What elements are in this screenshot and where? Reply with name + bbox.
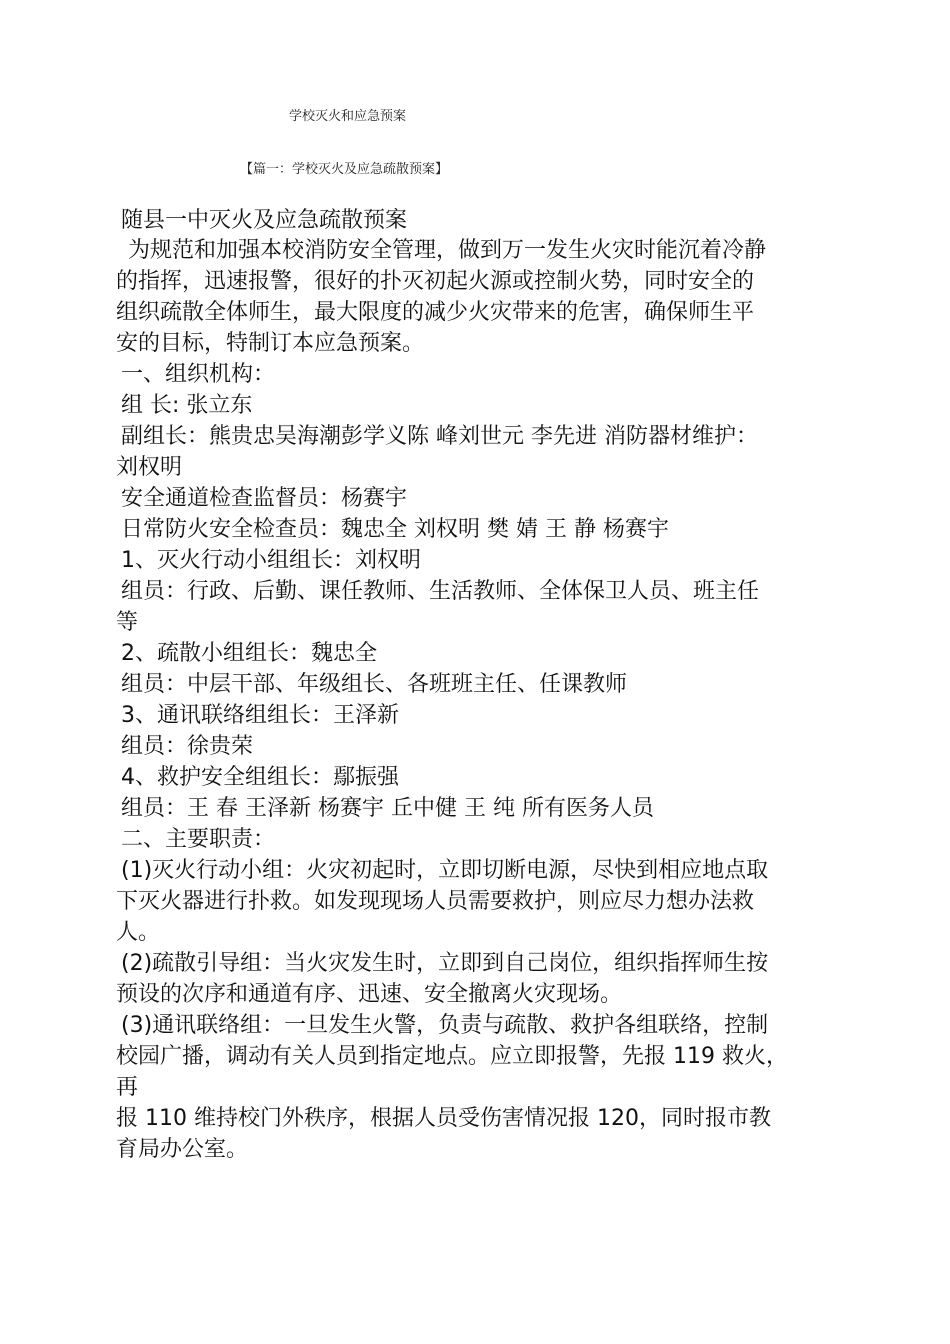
paragraph-line: 预设的次序和通道有序、迅速、安全撤离火灾现场。 <box>116 982 623 1007</box>
paragraph-line: 3、通讯联络组组长：王泽新 <box>121 703 399 728</box>
paragraph-line: 育局办公室。 <box>116 1137 249 1162</box>
paragraph-line: (2)疏散引导组：当火灾发生时，立即到自己岗位，组织指挥师生按 <box>121 951 769 976</box>
paragraph-line: 4、救护安全组组长：鄢振强 <box>121 765 399 790</box>
paragraph-line: 组员：徐贵荣 <box>121 734 254 759</box>
paragraph-line: 组织疏散全体师生，最大限度的减少火灾带来的危害，确保师生平 <box>116 300 755 325</box>
section-heading: 一、组织机构： <box>121 362 276 387</box>
paragraph-line: 组 长: 张立东 <box>121 393 253 418</box>
paragraph-line: 日常防火安全检查员：魏忠全 刘权明 樊 婧 王 静 杨赛宇 <box>121 517 669 542</box>
section-subheader: 【篇一：学校灭火及应急疏散预案】 <box>240 162 449 177</box>
paragraph-line: 报 110 维持校门外秩序，根据人员受伤害情况报 120，同时报市教 <box>116 1106 771 1131</box>
section-heading: 二、主要职责： <box>121 827 276 852</box>
page-header-title: 学校灭火和应急预案 <box>289 109 407 124</box>
paragraph-line: 2、疏散小组组长：魏忠全 <box>121 641 377 666</box>
paragraph-line: 刘权明 <box>116 455 183 480</box>
paragraph-line: (3)通讯联络组：一旦发生火警，负责与疏散、救护各组联络，控制 <box>121 1013 769 1038</box>
paragraph-line: 组员：行政、后勤、课任教师、生活教师、全体保卫人员、班主任 <box>121 579 760 604</box>
paragraph-line: 的指挥，迅速报警，很好的扑灭初起火源或控制火势，同时安全的 <box>116 269 755 294</box>
paragraph-line: 下灭火器进行扑救。如发现现场人员需要救护，则应尽力想办法救 <box>116 889 755 914</box>
paragraph-line: 安的目标，特制订本应急预案。 <box>116 331 425 356</box>
paragraph-line: 1、灭火行动小组组长：刘权明 <box>121 548 421 573</box>
paragraph-line: 等 <box>116 610 139 635</box>
paragraph-line: 组员：王 春 王泽新 杨赛宇 丘中健 王 纯 所有医务人员 <box>121 796 654 821</box>
paragraph-line: 组员：中层干部、年级组长、各班班主任、任课教师 <box>121 672 628 697</box>
paragraph-line: 副组长：熊贵忠吴海潮彭学义陈 峰刘世元 李先进 消防器材维护： <box>121 424 758 449</box>
paragraph-line: 再 <box>116 1075 139 1100</box>
paragraph-line: 安全通道检查监督员：杨赛宇 <box>121 486 408 511</box>
paragraph-line: 人。 <box>116 920 161 945</box>
paragraph-line: 为规范和加强本校消防安全管理，做到万一发生火灾时能沉着冷静 <box>128 238 767 263</box>
paragraph-line: (1)灭火行动小组：火灾初起时，立即切断电源，尽快到相应地点取 <box>121 858 769 883</box>
paragraph-line: 校园广播，调动有关人员到指定地点。应立即报警，先报 119 救火， <box>116 1044 788 1069</box>
document-title: 随县一中灭火及应急疏散预案 <box>121 208 408 233</box>
